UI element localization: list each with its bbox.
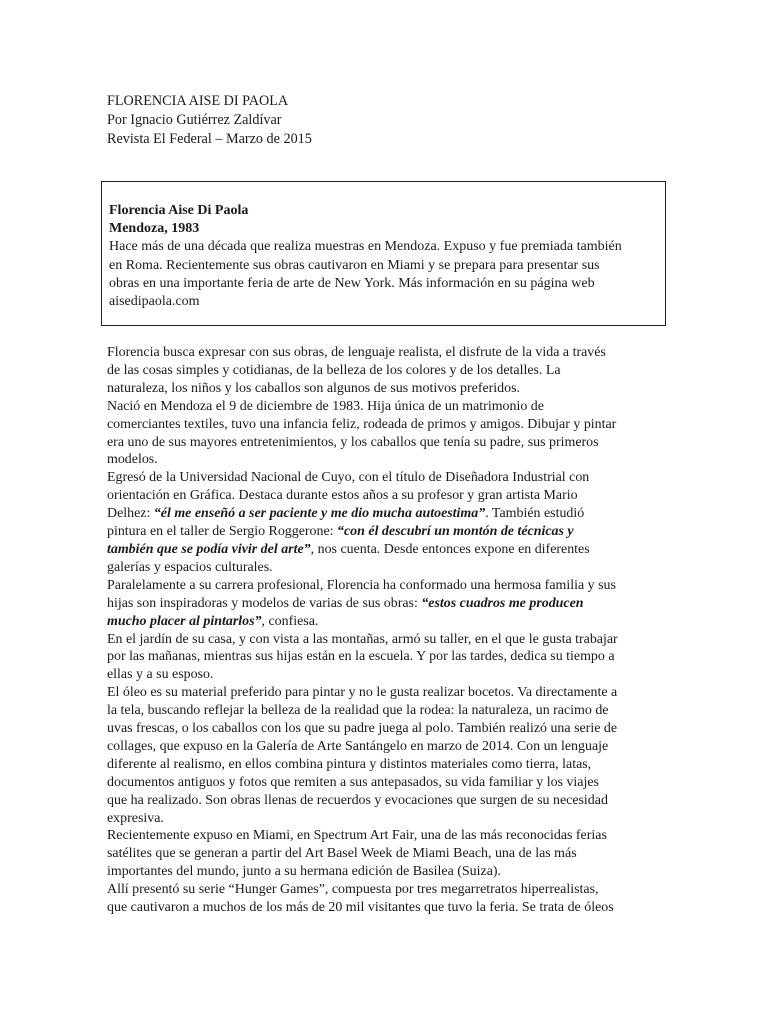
body-line: orientación en Gráfica. Destaca durante estos años a su profesor y gran artista Mario [107, 488, 578, 504]
body-line: galerías y espacios culturales. [107, 559, 273, 575]
artist-origin: Mendoza, 1983 [109, 221, 200, 237]
artist-summary-line: Hace más de una década que realiza muestras en Mendoza. Expuso y fue premiada también [109, 239, 622, 255]
article-header [107, 92, 312, 149]
body-line [107, 595, 663, 613]
body-line: uvas frescas, o los caballos con los que su padre juega al polo. También realizó una serie de [107, 721, 618, 737]
body-text: hijas son inspiradoras y modelos de varias de sus obras: [107, 595, 422, 611]
quote-text: también que se podía vivir del arte” [107, 541, 311, 557]
body-line: En el jardín de su casa, y con vista a las montañas, armó su taller, en el que le gusta trabajar [107, 631, 618, 647]
artist-summary-line: en Roma. Recientemente sus obras cautivaron en Miami y se prepara para presentar sus [109, 257, 600, 273]
body-line [107, 613, 663, 631]
body-line: por las mañanas, mientras sus hijas están en la escuela. Y por las tardes, dedica su tiempo a [107, 649, 615, 665]
body-line: Egresó de la Universidad Nacional de Cuyo, con el título de Diseñadora Industrial con [107, 470, 590, 486]
body-line [107, 505, 663, 523]
body-text: Delhez: [107, 506, 154, 522]
body-line: documentos antiguos y fotos que remiten a sus antepasados, su vida familiar y los viajes [107, 774, 599, 790]
body-line [107, 541, 663, 559]
quote-text: “él me enseñó a ser paciente y me dio mucha autoestima” [153, 506, 486, 522]
body-line: satélites que se generan a partir del Art Basel Week de Miami Beach, una de las más [107, 846, 577, 862]
quote-text: “estos cuadros me producen [421, 595, 584, 611]
article-source: Revista El Federal – Marzo de 2015 [107, 131, 312, 147]
body-line: era uno de sus mayores entretenimientos, y los caballos que tenía su padre, sus primeros [107, 434, 599, 450]
body-text: , confiesa. [261, 613, 319, 629]
body-line: expresiva. [107, 810, 164, 826]
body-line: importantes del mundo, junto a su hermana edición de Basilea (Suiza). [107, 864, 502, 880]
article-title: FLORENCIA AISE DI PAOLA [107, 93, 289, 109]
body-line: collages, que expuso en la Galería de Arte Santángelo en marzo de 2014. Con un lenguaje [107, 738, 609, 754]
article-body [107, 344, 663, 917]
body-line: de las cosas simples y cotidianas, de la belleza de los colores y de los detalles. La [107, 362, 561, 378]
body-line: la tela, buscando reflejar la belleza de la realidad que la rodea: la naturaleza, un racimo de [107, 703, 609, 719]
body-line: comerciantes textiles, tuvo una infancia feliz, rodeada de primos y amigos. Dibujar y pintar [107, 416, 617, 432]
body-line: Florencia busca expresar con sus obras, de lenguaje realista, el disfrute de la vida a través [107, 345, 606, 360]
body-line: diferente al realismo, en ellos combina pintura y distintos materiales como tierra, latas, [107, 756, 592, 772]
body-line: Recientemente expuso en Miami, en Spectrum Art Fair, una de las más reconocidas ferias [107, 828, 607, 844]
body-line: ellas y a su esposo. [107, 667, 214, 683]
body-text: pintura en el taller de Sergio Roggerone: [107, 524, 338, 540]
body-text: , nos cuenta. Desde entonces expone en diferentes [310, 541, 590, 557]
artist-info-box [101, 181, 666, 326]
article-author: Por Ignacio Gutiérrez Zaldívar [107, 112, 282, 128]
body-line: que cautivaron a muchos de los más de 20 mil visitantes que tuvo la feria. Se trata de óleos [107, 900, 614, 916]
body-line [107, 523, 663, 541]
body-line: modelos. [107, 452, 158, 468]
body-line: que ha realizado. Son obras llenas de recuerdos y evocaciones que surgen de su necesidad [107, 792, 608, 808]
body-line: Nació en Mendoza el 9 de diciembre de 1983. Hija única de un matrimonio de [107, 398, 544, 414]
body-text: . También estudió [485, 506, 585, 522]
artist-website: aisedipaola.com [109, 294, 200, 310]
body-line: naturaleza, los niños y los caballos son algunos de sus motivos preferidos. [107, 380, 521, 396]
artist-name: Florencia Aise Di Paola [109, 203, 249, 218]
body-line: Allí presentó su serie “Hunger Games”, compuesta por tres megarretratos hiperrealistas, [107, 882, 599, 898]
quote-text: “con él descubrí un montón de técnicas y [337, 524, 574, 540]
body-line: Paralelamente a su carrera profesional, Florencia ha conformado una hermosa familia y sus [107, 577, 616, 593]
body-line: El óleo es su material preferido para pintar y no le gusta realizar bocetos. Va directamente a [107, 685, 618, 701]
quote-text: mucho placer al pintarlos” [107, 613, 262, 629]
artist-summary-line: obras en una importante feria de arte de New York. Más información en su página web [109, 275, 595, 291]
